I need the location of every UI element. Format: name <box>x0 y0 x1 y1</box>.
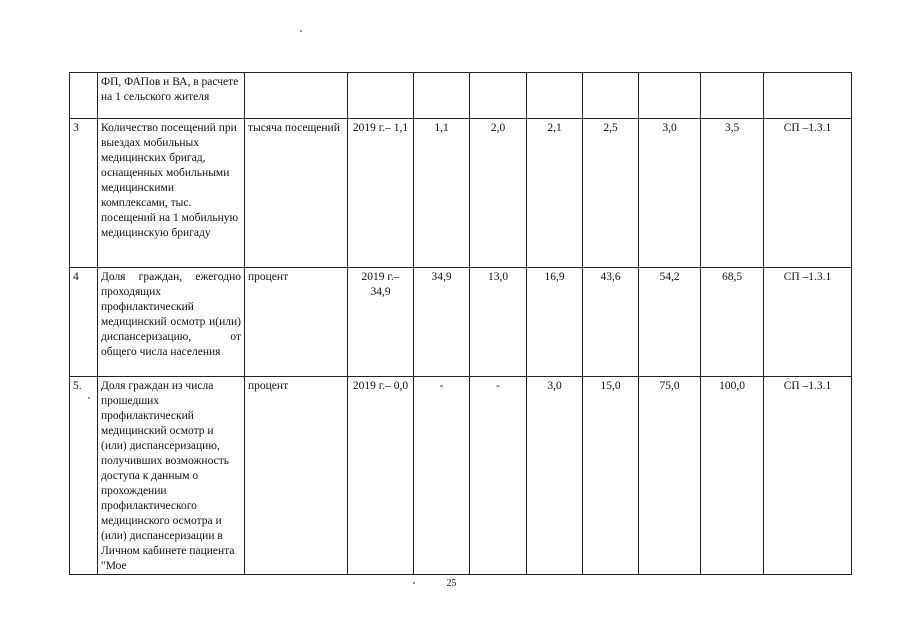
row-number: 4 <box>70 268 98 377</box>
value-cell: 3,0 <box>527 377 583 575</box>
indicator-name: Доля граждан, ежегодно проходящих профилактический медицинский осмотр и(или) диспансеризацию, от общего числа населения <box>98 268 245 377</box>
value-cell <box>470 73 527 119</box>
value-cell <box>583 73 639 119</box>
unit-cell: процент <box>245 377 348 575</box>
value-cell: 15,0 <box>583 377 639 575</box>
value-cell: 68,5 <box>701 268 764 377</box>
scan-speck <box>413 582 415 584</box>
value-cell: 2,5 <box>583 119 639 268</box>
source-cell: СП –1.3.1 <box>764 119 852 268</box>
base-value-cell: 2019 г.– 1,1 <box>348 119 414 268</box>
unit-cell: тысяча посещений <box>245 119 348 268</box>
base-value-cell <box>348 73 414 119</box>
value-cell: 3,0 <box>639 119 701 268</box>
base-value-cell: 2019 г.– 34,9 <box>348 268 414 377</box>
value-cell: 2,0 <box>470 119 527 268</box>
value-cell: 13,0 <box>470 268 527 377</box>
unit-cell: процент <box>245 268 348 377</box>
value-cell: 3,5 <box>701 119 764 268</box>
indicator-table <box>69 72 852 575</box>
value-cell <box>414 73 470 119</box>
value-cell <box>639 73 701 119</box>
value-cell: 43,6 <box>583 268 639 377</box>
value-cell: 100,0 <box>701 377 764 575</box>
value-cell: - <box>470 377 527 575</box>
value-cell: - <box>414 377 470 575</box>
value-cell: 34,9 <box>414 268 470 377</box>
scan-speck <box>300 30 302 32</box>
row-number <box>70 73 98 119</box>
indicator-name: Количество посещений при выездах мобильных медицинских бригад, оснащенных мобильными медицинскими комплексами, тыс. посещений на 1 мобильную медицинскую бригаду <box>98 119 245 268</box>
source-cell: СП –1.3.1 <box>764 377 852 575</box>
value-cell: 16,9 <box>527 268 583 377</box>
value-cell: 1,1 <box>414 119 470 268</box>
value-cell: 54,2 <box>639 268 701 377</box>
value-cell <box>701 73 764 119</box>
row-number: 3 <box>70 119 98 268</box>
base-value-cell: 2019 г.– 0,0 <box>348 377 414 575</box>
table-row <box>70 73 852 119</box>
indicator-name: Доля граждан из числа прошедших профилактический медицинский осмотр и (или) диспансеризацию, получивших возможность доступа к данным о прохождении профилактического медицинского осмотра и (или) диспансеризации в Личном кабинете пациента "Мое <box>98 377 245 575</box>
table-row <box>70 119 852 268</box>
scan-speck <box>88 397 90 399</box>
unit-cell <box>245 73 348 119</box>
indicator-name: ФП, ФАПов и ВА, в расчете на 1 сельского жителя <box>98 73 245 119</box>
value-cell <box>527 73 583 119</box>
value-cell: 2,1 <box>527 119 583 268</box>
table-row <box>70 377 852 575</box>
table-row <box>70 268 852 377</box>
source-cell: СП –1.3.1 <box>764 268 852 377</box>
source-cell <box>764 73 852 119</box>
value-cell: 75,0 <box>639 377 701 575</box>
row-number: 5. <box>70 377 98 575</box>
page-number: 25 <box>446 578 457 589</box>
